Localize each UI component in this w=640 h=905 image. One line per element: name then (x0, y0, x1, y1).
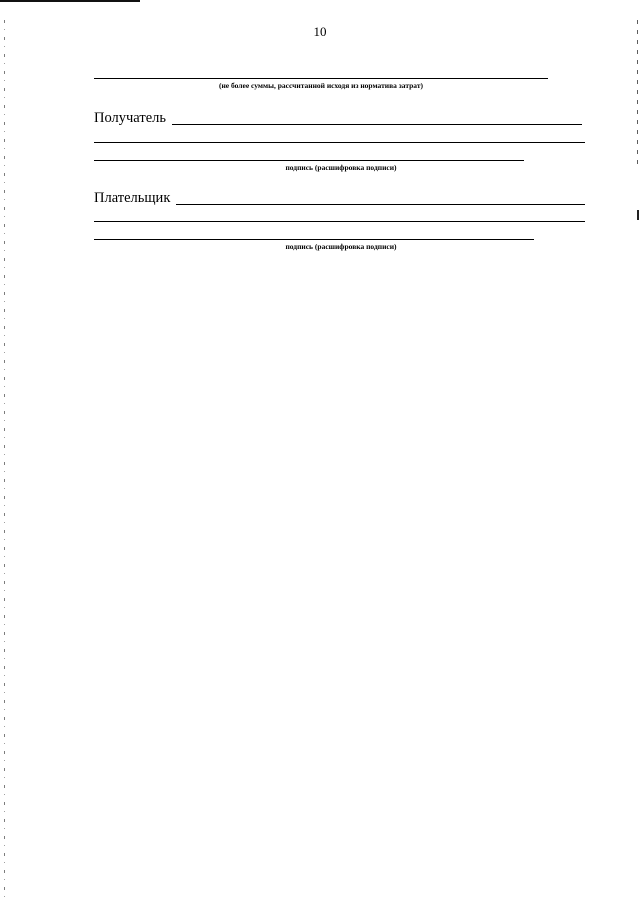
recipient-signature-caption: подпись (расшифровка подписи) (285, 163, 397, 172)
payer-name-line (176, 204, 585, 205)
recipient-label: Получатель (94, 110, 166, 126)
payer-label: Плательщик (94, 190, 171, 206)
recipient-signature-line (94, 160, 524, 161)
page-number: 10 (313, 24, 327, 39)
recipient-name-line (172, 124, 582, 125)
payer-signature-line (94, 239, 534, 240)
scan-edge-left (4, 20, 5, 900)
scan-edge-right-mark (637, 210, 639, 220)
payer-signature-caption: подпись (расшифровка подписи) (285, 242, 397, 251)
scan-edge-top (0, 0, 140, 2)
sum-caption: (не более суммы, рассчитанной исходя из норматива затрат) (218, 81, 424, 90)
sum-line (94, 78, 548, 79)
payer-second-line (94, 221, 585, 222)
recipient-second-line (94, 142, 585, 143)
scan-edge-right (637, 20, 638, 170)
